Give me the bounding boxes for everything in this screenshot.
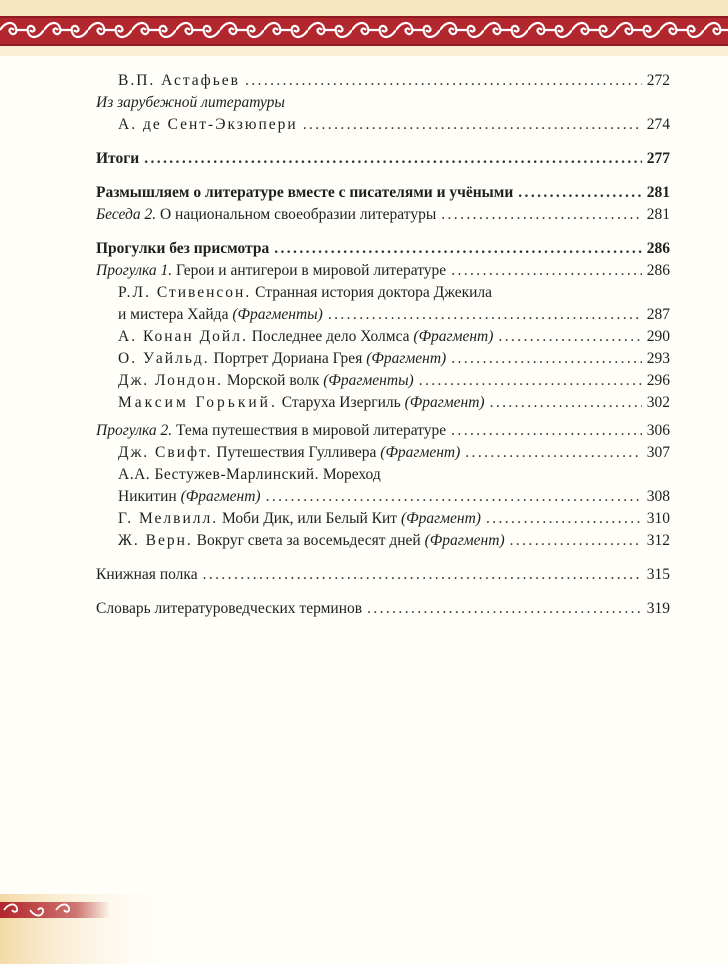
page-number: 315 <box>646 566 670 583</box>
author-name: Дж. Лондон. <box>118 372 224 389</box>
toc-entry[interactable] <box>96 260 670 282</box>
page-number: 293 <box>646 350 670 367</box>
toc-entry[interactable] <box>96 238 670 260</box>
page-number: 319 <box>646 600 670 617</box>
author-name: Дж. Свифт. <box>118 444 213 461</box>
page-number: 296 <box>646 372 670 389</box>
author-name: Максим Горький. <box>118 394 278 411</box>
dot-leader <box>510 530 642 552</box>
toc-section-heading <box>96 92 670 114</box>
entry-title: Книжная полка <box>96 566 198 583</box>
entry-title-continued: и мистера Хайда <box>118 306 229 323</box>
toc-entry[interactable] <box>96 204 670 226</box>
toc-entry[interactable] <box>96 282 670 326</box>
entry-note: (Фрагмент) <box>380 444 461 461</box>
ornament-border-top <box>0 0 728 56</box>
entry-title: Последнее дело Холмса <box>251 328 410 345</box>
page-number: 312 <box>646 532 670 549</box>
entry-title: Мореход <box>322 466 381 483</box>
dot-leader <box>328 304 642 326</box>
section-heading-text: Из зарубежной литературы <box>96 94 285 111</box>
entry-title: Вокруг света за восемьдесят дней <box>196 532 421 549</box>
entry-title: Размышляем о литературе вместе с писателями и учёными <box>96 184 514 201</box>
dot-leader <box>266 486 642 508</box>
author-name: Р.Л. Стивенсон. <box>118 284 252 301</box>
toc-entry[interactable] <box>96 370 670 392</box>
entry-title: Итоги <box>96 150 140 167</box>
dot-leader <box>486 508 642 530</box>
page-number: 277 <box>646 150 670 167</box>
entry-title: Моби Дик, или Белый Кит <box>222 510 398 527</box>
page-number: 281 <box>646 206 670 223</box>
entry-label: Прогулка 1. <box>96 262 173 279</box>
entry-title: Словарь литературоведческих терминов <box>96 600 363 617</box>
toc-entry[interactable] <box>96 442 670 464</box>
toc-entry[interactable] <box>96 392 670 414</box>
page-number: 286 <box>646 262 670 279</box>
dot-leader <box>451 420 642 442</box>
entry-note: (Фрагмент) <box>180 488 261 505</box>
entry-title: Старуха Изергиль <box>281 394 401 411</box>
entry-title: Тема путешествия в мировой литературе <box>175 422 447 439</box>
toc-entry[interactable] <box>96 326 670 348</box>
entry-title: Путешествия Гулливера <box>216 444 377 461</box>
dot-leader <box>441 204 642 226</box>
toc-entry[interactable] <box>96 114 670 136</box>
entry-title: Морской волк <box>226 372 320 389</box>
dot-leader <box>274 238 642 260</box>
entry-title-continued: Никитин <box>118 488 177 505</box>
page-number: 281 <box>646 184 670 201</box>
author-name: В.П. Астафьев <box>118 72 240 89</box>
author-name: Г. Мелвилл. <box>118 510 219 527</box>
toc-entry[interactable] <box>96 148 670 170</box>
toc-entry[interactable] <box>96 530 670 552</box>
entry-note: (Фрагмент) <box>400 510 481 527</box>
dot-leader <box>451 260 642 282</box>
author-name: О. Уайльд. <box>118 350 210 367</box>
entry-label: Прогулка 2. <box>96 422 173 439</box>
entry-note: (Фрагмент) <box>424 532 505 549</box>
dot-leader <box>465 442 641 464</box>
toc-entry[interactable] <box>96 598 670 620</box>
author-name: А.А. Бестужев-Марлинский. <box>118 466 319 483</box>
page-number: 274 <box>646 116 670 133</box>
page-number: 310 <box>646 510 670 527</box>
dot-leader <box>303 114 642 136</box>
dot-leader <box>451 348 642 370</box>
page-number: 307 <box>646 444 670 461</box>
entry-note: (Фрагменты) <box>232 306 323 323</box>
entry-note: (Фрагмент) <box>366 350 447 367</box>
dot-leader <box>245 70 642 92</box>
dot-leader <box>203 564 642 586</box>
page-number: 287 <box>646 306 670 323</box>
dot-leader <box>518 182 641 204</box>
page-number: 272 <box>646 72 670 89</box>
page-number: 302 <box>646 394 670 411</box>
entry-note: (Фрагменты) <box>323 372 414 389</box>
toc-entry[interactable] <box>96 564 670 586</box>
entry-title: Герои и антигерои в мировой литературе <box>175 262 447 279</box>
table-of-contents <box>96 70 670 620</box>
entry-title: Портрет Дориана Грея <box>213 350 363 367</box>
toc-entry[interactable] <box>96 508 670 530</box>
entry-title: О национальном своеобразии литературы <box>159 206 437 223</box>
toc-entry[interactable] <box>96 464 670 508</box>
page-number: 290 <box>646 328 670 345</box>
author-name: Ж. Верн. <box>118 532 193 549</box>
entry-note: (Фрагмент) <box>413 328 494 345</box>
toc-entry[interactable] <box>96 182 670 204</box>
author-name: А. Конан Дойл. <box>118 328 248 345</box>
toc-entry[interactable] <box>96 348 670 370</box>
entry-title: Странная история доктора Джекила <box>255 284 493 301</box>
dot-leader <box>498 326 641 348</box>
author-name: А. де Сент-Экзюпери <box>118 116 298 133</box>
page-number: 286 <box>646 240 670 257</box>
page-number: 306 <box>646 422 670 439</box>
dot-leader <box>490 392 642 414</box>
entry-label: Беседа 2. <box>96 206 157 223</box>
page-number: 308 <box>646 488 670 505</box>
dot-leader <box>144 148 642 170</box>
entry-note: (Фрагмент) <box>404 394 485 411</box>
entry-title: Прогулки без присмотра <box>96 240 270 257</box>
dot-leader <box>367 598 642 620</box>
ornament-corner-bottom-left <box>0 894 180 964</box>
toc-entry[interactable] <box>96 420 670 442</box>
dot-leader <box>419 370 642 392</box>
toc-entry[interactable] <box>96 70 670 92</box>
